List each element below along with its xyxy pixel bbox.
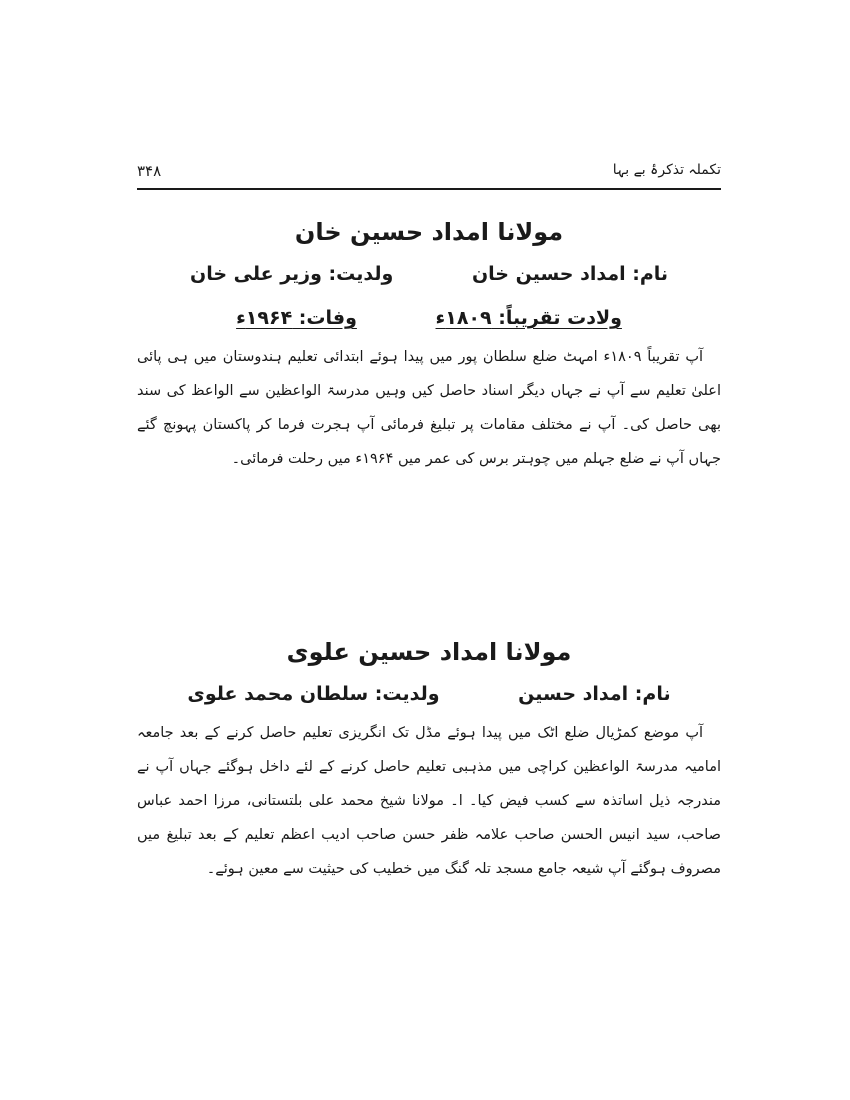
section-heading: مولانا امداد حسین علوی: [286, 638, 572, 666]
biography-section-1: [137, 212, 721, 476]
biography-section-2: [137, 632, 721, 886]
name-field: نام: امداد حسین: [518, 683, 671, 705]
name-row: [137, 252, 721, 296]
biography-paragraph: آپ تقریباً ۱۸۰۹ء امہٹ ضلع سلطان پور میں پیدا ہوئے ابتدائی تعلیم ہندوستان میں ہی پائی اعلیٰ تعلیم سے آپ نے جہاں دیگر اسناد حاصل کیں وہیں مدرسۃ الواعظین سے الواعظ کی سند بھی حاصل کی۔ آپ نے مختلف مقامات پر تبلیغ فرمائی آپ ہجرت فرما کر پاکستان پہونچ گئے جہاں آپ نے ضلع جہلم میں چوہتر برس کی عمر میں ۱۹۶۴ء میں رحلت فرمائی۔: [137, 349, 721, 467]
father-field: ولدیت: وزیر علی خان: [189, 263, 394, 285]
birth-field: ولادت تقریباً: ۱۸۰۹ء: [435, 307, 622, 329]
page-number: ۳۴۸: [137, 162, 162, 180]
page-header: [137, 160, 721, 190]
biography-paragraph: آپ موضع کمڑیال ضلع اٹک میں پیدا ہوئے مڈل تک انگریزی تعلیم حاصل کرنے کے بعد جامعہ امامیہ مدرسۃ الواعظین کراچی میں مذہبی تعلیم حاصل کرنے کے لئے داخل ہوگئے جہاں آپ نے مندرجہ ذیل اساتذہ سے کسب فیض کیا۔ ا۔ مولانا شیخ محمد علی بلتستانی، مرزا احمد عباس صاحب، سید انیس الحسن صاحب علامہ ظفر حسن صاحب ادیب اعظم تعلیم کے بعد تبلیغ میں مصروف ہوگئے آپ شیعہ جامع مسجد تلہ گنگ میں خطیب کی حیثیت سے معین ہوئے۔: [137, 725, 721, 877]
dates-row: [137, 296, 721, 340]
name-field: نام: امداد حسین خان: [471, 263, 669, 285]
name-row: [137, 672, 721, 716]
section-heading: مولانا امداد حسین خان: [294, 218, 564, 246]
running-title: تکملہ تذکرۂ بے بہا: [612, 162, 721, 178]
father-field: ولدیت: سلطان محمد علوی: [187, 683, 440, 705]
death-field: وفات: ۱۹۶۴ء: [236, 307, 357, 329]
